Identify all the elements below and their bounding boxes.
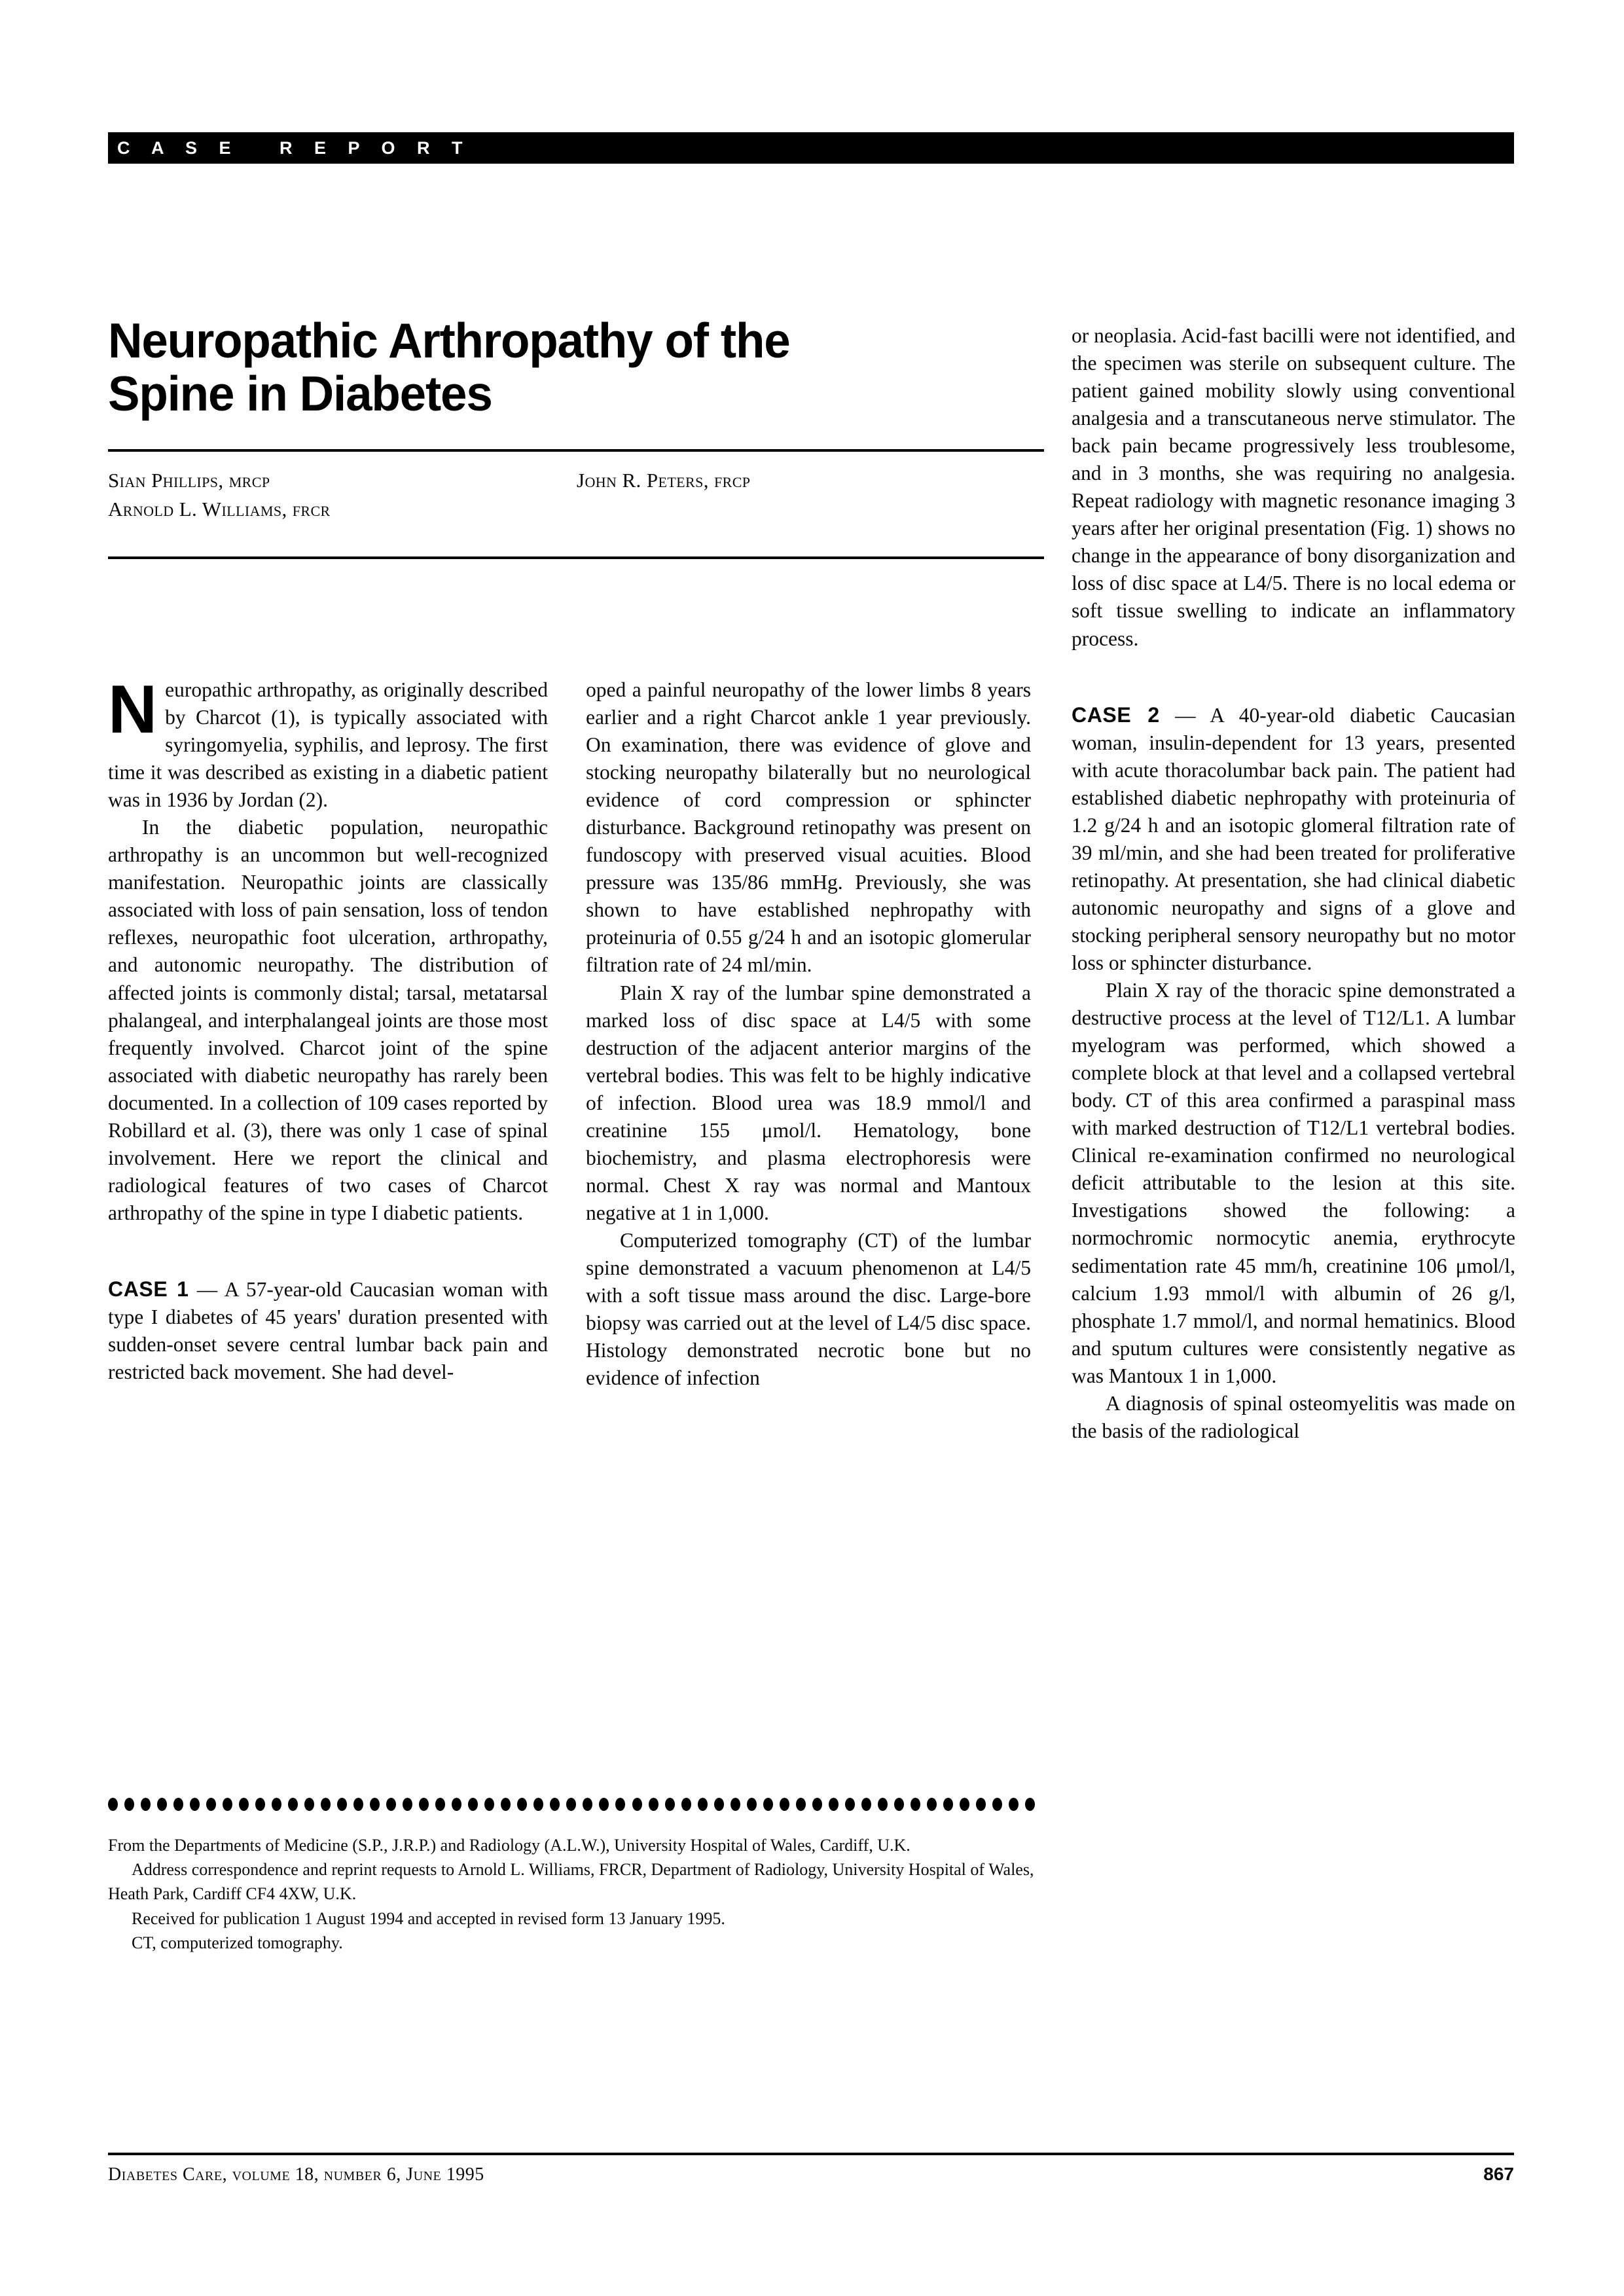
separator-dot [190,1798,200,1811]
separator-dot [649,1798,659,1811]
separator-dot [943,1798,953,1811]
footnote-correspondence: Address correspondence and reprint requests to Arnold L. Williams, FRCR, Department of Radiology, University Hospital of Wales, Heath Park, Cardiff CF4 4XW, U.K. [108,1860,1034,1904]
separator-dot [976,1798,986,1811]
separator-dot [353,1798,363,1811]
separator-dot [223,1798,232,1811]
separator-dot [321,1798,331,1811]
separator-dot [435,1798,445,1811]
case-2-spacer [1072,653,1515,701]
paragraph-intro [108,672,548,814]
author-name-2: Arnold L. Williams, frcr [108,498,331,521]
separator-dot [141,1798,151,1811]
case-1-xray-paragraph: Plain X ray of the lumbar spine demonstrated a marked loss of disc space at L4/5 with some destruction of the adjacent anterior margins of the vertebral bodies. This was felt to be highly indicative of infection. Blood urea was 18.9 mmol/l and creatinine 155 μmol/l. Hematology, bone biochemistry, and plasma electrophoresis were normal. Chest X ray was normal and Mantoux negative at 1 in 1,000. [586,981,1031,1224]
title-divider [108,449,1044,452]
separator-dot [419,1798,429,1811]
separator-dot [698,1798,708,1811]
paragraph-intro-text: europathic arthropathy, as originally described by Charcot (1), is typically associated with syringomyelia, syphilis, and leprosy. The first time it was described as existing in a diabetic patient was in 1936 by Jordan (2). [108,678,548,812]
footnote-dotted-separator [108,1797,1035,1812]
body-column-3 [1072,322,1515,1445]
separator-dot [927,1798,937,1811]
case-report-banner [108,132,1514,164]
author-name-3: John R. Peters, frcp [577,469,751,492]
separator-dot [173,1798,183,1811]
separator-dot [812,1798,822,1811]
separator-dot [566,1798,576,1811]
case-1-continued: oped a painful neuropathy of the lower limbs 8 years earlier and a right Charcot ankle 1 year previously. On examination, there was evidence of glove and stocking neuropathy bilaterally but no neurological evidence of cord compression or sphincter disturbance. Background retinopathy was present on fundoscopy with preserved visual acuities. Blood pressure was 135/86 mmHg. Previously, she was shown to have established nephropathy with proteinuria of 0.55 g/24 h and an isotopic glomerular filtration rate of 24 ml/min. [586,678,1031,977]
page-title: Neuropathic Arthropathy of the Spine in Diabetes [108,313,790,421]
separator-dot [992,1798,1002,1811]
separator-dot [583,1798,592,1811]
case-1-heading: CASE 1 [108,1277,189,1301]
separator-dot [878,1798,888,1811]
separator-dot [829,1798,839,1811]
separator-dot [731,1798,740,1811]
author-group-left [108,466,331,524]
footnote-abbreviations: CT, computerized tomography. [132,1933,343,1952]
case-2-xray-paragraph: Plain X ray of the thoracic spine demonstrated a destructive process at the level of T12/L1. A lumbar myelogram was performed, which showed a complete block at that level and a collapsed vertebral body. CT of this area confirmed a paraspinal mass with marked destruction of T12/L1 vertebral bodies. Clinical re-examination confirmed no neurological deficit attributable to the lesion at this site. Investigations showed the following: a normochromic normocytic anemia, erythrocyte sedimentation rate 45 mm/h, creatinine 106 μmol/l, calcium 1.93 mmol/l with albumin of 26 g/l, phosphate 1.7 mmol/l, and normal hematinics. Blood and sputum cultures were consistently negative as was Mantoux 1 in 1,000. [1072,979,1515,1387]
separator-dot [763,1798,773,1811]
separator-dot [304,1798,314,1811]
footer-page-number: 867 [1483,2164,1514,2184]
case-2-heading: CASE 2 [1072,702,1160,727]
authors-divider [108,556,1044,559]
separator-dot [239,1798,249,1811]
separator-dot [894,1798,904,1811]
separator-dot [681,1798,691,1811]
separator-dot [796,1798,806,1811]
separator-dot [272,1798,281,1811]
separator-dot [501,1798,511,1811]
separator-dot [911,1798,920,1811]
separator-dot [960,1798,969,1811]
case-1-text: — A 57-year-old Caucasian woman with type I diabetes of 45 years' duration presented with sudden-onset severe central lumbar back pain and restricted back movement. She had devel- [108,1277,548,1384]
separator-dot [288,1798,298,1811]
paragraph-background: In the diabetic population, neuropathic arthropathy is an uncommon but well-recognized manifestation. Neuropathic joints are classically associated with loss of pain sensation, loss of tendon reflexes, neuropathic foot ulceration, arthropathy, and autonomic neuropathy. The distribution of affected joints is commonly distal; tarsal, metatarsal phalangeal, and interphalangeal joints are those most frequently involved. Charcot joint of the spine associated with diabetic neuropathy has rarely been documented. In a collection of 109 cases reported by Robillard et al. (3), there was only 1 case of spinal involvement. Here we report the clinical and radiological features of two cases of Charcot arthropathy of the spine in type I diabetic patients. [108,816,548,1224]
drop-cap: N [108,672,158,748]
separator-dot [1025,1798,1035,1811]
separator-dot [747,1798,757,1811]
footnote-received: Received for publication 1 August 1994 and accepted in revised form 13 January 1995. [132,1908,725,1928]
separator-dot [337,1798,347,1811]
separator-dot [452,1798,461,1811]
separator-dot [550,1798,560,1811]
separator-dot [861,1798,871,1811]
article-header [108,314,1044,559]
footnote-block [108,1833,1041,1955]
separator-dot [386,1798,396,1811]
case-1-spacer [108,1227,548,1275]
separator-dot [157,1798,167,1811]
banner-label: C A S E R E P O R T [117,137,471,158]
case-2-text: — A 40-year-old diabetic Caucasian woman, insulin-dependent for 13 years, presented with acute thoracolumbar back pain. The patient had established diabetic nephropathy with proteinuria of 1.2 g/24 h and an isotopic glomeral filtration rate of 39 ml/min, and she had been treated for proliferative retinopathy. At presentation, she had clinical diabetic autonomic neuropathy and signs of a glove and stocking peripheral sensory neuropathy but no motor loss or sphincter disturbance. [1072,703,1515,974]
separator-dot [403,1798,412,1811]
separator-dot [714,1798,724,1811]
separator-dot [665,1798,675,1811]
separator-dot [599,1798,609,1811]
separator-dot [845,1798,855,1811]
separator-dot [533,1798,543,1811]
separator-dot [124,1798,134,1811]
separator-dot [206,1798,216,1811]
separator-dot [255,1798,265,1811]
case-1-paragraph [108,1227,548,1386]
separator-dot [632,1798,642,1811]
case-2-diagnosis-paragraph: A diagnosis of spinal osteomyelitis was made on the basis of the radiological [1072,1391,1515,1442]
case-1-ct-paragraph: Computerized tomography (CT) of the lumbar spine demonstrated a vacuum phenomenon at L4/5 with a soft tissue mass around the disc. Large-bore biopsy was carried out at the level of L4/5 disc space. Histology demonstrated necrotic bone but no evidence of infection [586,1228,1031,1390]
author-block [108,466,1044,537]
separator-dot [484,1798,494,1811]
separator-dot [1009,1798,1019,1811]
separator-dot [615,1798,625,1811]
separator-dot [468,1798,478,1811]
separator-dot [517,1798,527,1811]
separator-dot [780,1798,789,1811]
footer-divider [108,2153,1514,2155]
footnote-affiliation: From the Departments of Medicine (S.P., J.R.P.) and Radiology (A.L.W.), University Hospital of Wales, Cardiff, U.K. [108,1836,911,1855]
page-footer [108,2164,1514,2185]
body-column-2 [586,676,1031,1392]
footer-journal-citation: Diabetes Care, volume 18, number 6, June 1995 [108,2164,484,2185]
body-column-1 [108,672,548,1386]
author-name-1: Sian Phillips, mrcp [108,469,270,492]
case-2-paragraph [1072,653,1515,977]
case-1-outcome-paragraph: or neoplasia. Acid-fast bacilli were not identified, and the specimen was sterile on subsequent culture. The patient gained mobility slowly using conventional analgesia and a transcutaneous nerve stimulator. The back pain became progressively less troublesome, and in 3 months, she was requiring no analgesia. Repeat radiology with magnetic resonance imaging 3 years after her original presentation (Fig. 1) shows no change in the appearance of bony disorganization and loss of disc space at L4/5. There is no local edema or soft tissue swelling to indicate an inflammatory process. [1072,324,1515,650]
separator-dot [370,1798,380,1811]
author-group-right [577,466,750,495]
separator-dot [108,1798,118,1811]
